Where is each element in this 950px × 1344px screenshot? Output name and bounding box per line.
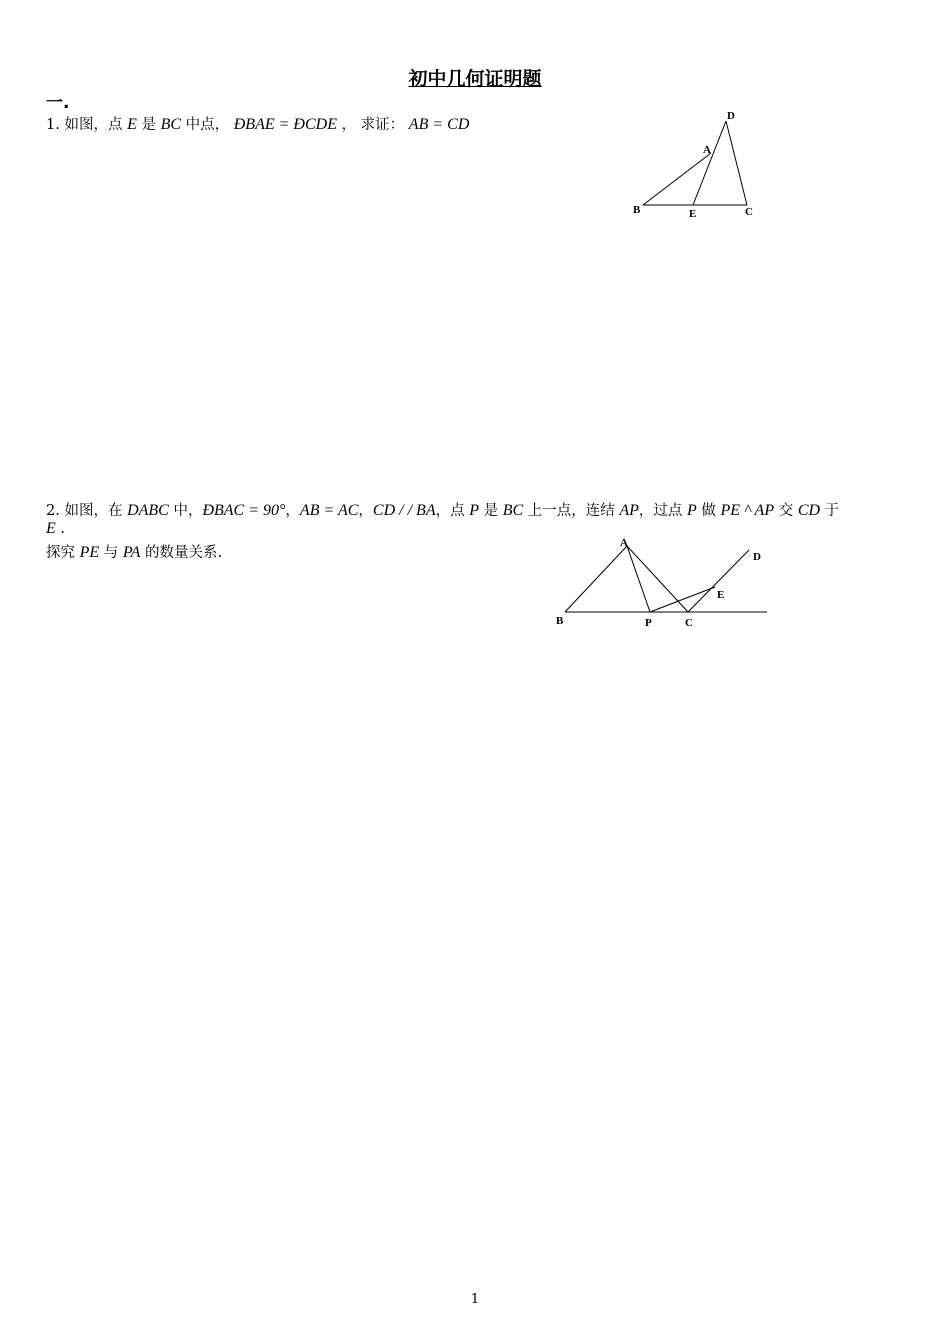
math-expression: ÐBAE = ÐCDE xyxy=(233,116,337,133)
problem-2-line-3 xyxy=(46,541,222,562)
segment-ap xyxy=(627,546,650,612)
problem-1-line-1 xyxy=(46,113,469,134)
math-expression: PA xyxy=(122,544,141,561)
text-run: . xyxy=(55,521,65,537)
section-heading: 一. xyxy=(46,93,70,113)
label-e: E xyxy=(717,589,725,601)
problem-2-line-1 xyxy=(46,499,839,520)
text-run: 与 xyxy=(99,545,123,561)
segment-ba xyxy=(643,153,711,205)
text-run: 的数量关系. xyxy=(140,545,223,561)
text-run: 是 xyxy=(136,117,161,133)
text-run: ，点 xyxy=(435,503,470,519)
math-expression: AB = CD xyxy=(408,116,470,133)
math-expression: AB = AC xyxy=(299,502,359,519)
text-run: ， xyxy=(358,503,373,519)
text-run: 上一点，连结 xyxy=(523,503,620,519)
math-expression: E xyxy=(127,116,137,133)
problem-number: 1. xyxy=(46,117,65,133)
text-run: 于 xyxy=(820,503,840,519)
problem-number: 2. xyxy=(46,503,65,519)
text-run: 探究 xyxy=(46,545,80,561)
label-c: C xyxy=(745,206,753,218)
label-b: B xyxy=(633,204,641,216)
page-number: 1 xyxy=(470,1292,480,1307)
math-expression: P xyxy=(469,502,479,519)
text-run: 是 xyxy=(478,503,503,519)
math-expression: CD xyxy=(797,502,821,519)
math-expression: BC xyxy=(160,116,182,133)
problem-2-line-2 xyxy=(46,520,65,538)
math-expression: AP xyxy=(619,502,639,519)
text-run: 中点， xyxy=(181,117,234,133)
label-b: B xyxy=(556,615,564,627)
label-p: P xyxy=(645,617,652,629)
math-expression: BC xyxy=(502,502,524,519)
math-expression: PE ^ AP xyxy=(720,502,775,519)
text-run: 中， xyxy=(168,503,203,519)
label-e: E xyxy=(689,208,697,220)
math-expression: ÐBAC = 90° xyxy=(202,502,286,519)
text-run: ， xyxy=(285,503,300,519)
label-a: A xyxy=(703,144,711,156)
text-run: ，过点 xyxy=(638,503,688,519)
label-d: D xyxy=(753,551,761,563)
text-run: ， 求证： xyxy=(336,117,409,133)
document-title: 初中几何证明题 xyxy=(408,68,542,90)
segment-ba xyxy=(565,546,627,612)
problem-2-figure xyxy=(550,532,780,632)
math-expression: DABC xyxy=(127,502,169,519)
text-run: 如图，点 xyxy=(64,117,128,133)
segment-pe xyxy=(650,587,715,612)
label-a: A xyxy=(620,537,628,549)
math-expression: PE xyxy=(79,544,100,561)
label-c: C xyxy=(685,617,693,629)
label-d: D xyxy=(727,110,735,122)
math-expression: CD / / BA xyxy=(372,502,436,519)
problem-1-figure xyxy=(625,105,765,225)
segment-ac xyxy=(627,546,688,612)
text-run: 做 xyxy=(696,503,721,519)
segment-dc xyxy=(726,121,747,205)
text-run: 交 xyxy=(774,503,798,519)
text-run: 如图，在 xyxy=(64,503,128,519)
math-expression: P xyxy=(687,502,697,519)
ray-cd xyxy=(688,550,749,612)
math-expression: E xyxy=(46,520,56,537)
